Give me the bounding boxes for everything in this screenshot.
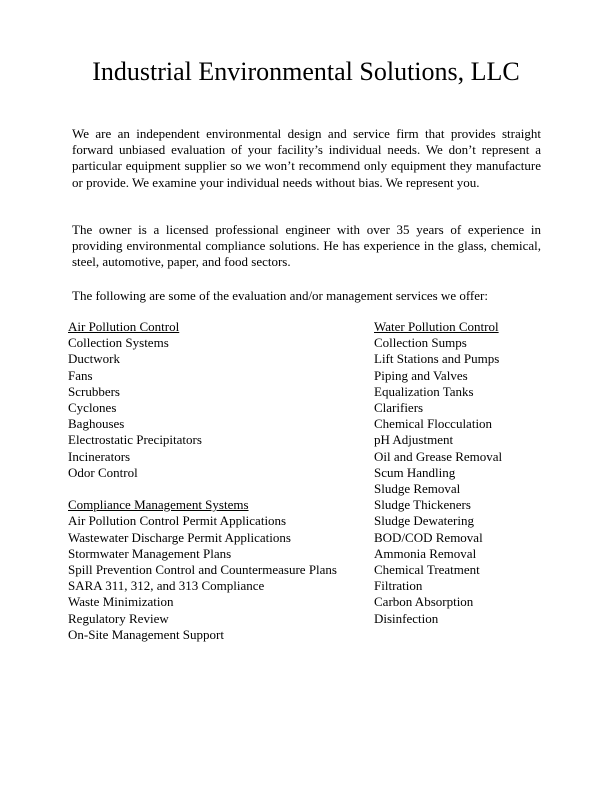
list-item: Cyclones [68, 400, 117, 416]
list-item: Scrubbers [68, 383, 120, 399]
list-item: Piping and Valves [374, 367, 468, 383]
list-item: Lift Stations and Pumps [374, 351, 500, 367]
right-services-column [374, 319, 502, 627]
list-item: BOD/COD Removal [374, 529, 483, 545]
list-item: Incinerators [68, 448, 131, 464]
services-intro-paragraph: The following are some of the evaluation and/or management services we offer: [72, 288, 488, 303]
list-item: Baghouses [68, 416, 125, 432]
list-item: Collection Systems [68, 335, 169, 351]
list-spacer [68, 481, 337, 497]
list-item: Ductwork [68, 351, 120, 367]
list-item: Spill Prevention Control and Countermeasure Plans [68, 562, 337, 578]
list-item: Sludge Dewatering [374, 513, 475, 529]
compliance-heading: Compliance Management Systems [68, 497, 249, 513]
list-item: Ammonia Removal [374, 545, 477, 561]
list-item: Sludge Thickeners [374, 497, 471, 513]
list-item: On-Site Management Support [68, 626, 224, 642]
list-item: Oil and Grease Removal [374, 448, 503, 464]
list-item: pH Adjustment [374, 432, 454, 448]
list-item: Regulatory Review [68, 610, 169, 626]
intro-paragraph: We are an independent environmental design and service firm that provides straight forward unbiased evaluation of your facility’s individual needs. We don’t represent a particular equipment supplier so we won’t recommend only equipment they manufacture or provide. We examine your individual needs without bias. We represent you. [72, 126, 541, 190]
list-item: Collection Sumps [374, 335, 467, 351]
list-item: Sludge Removal [374, 481, 461, 497]
list-item: SARA 311, 312, and 313 Compliance [68, 578, 265, 594]
list-item: Scum Handling [374, 464, 456, 480]
left-services-column [68, 319, 337, 643]
list-item: Clarifiers [374, 400, 424, 416]
list-item: Air Pollution Control Permit Applications [68, 513, 287, 529]
list-item: Fans [68, 367, 93, 383]
list-item: Electrostatic Precipitators [68, 432, 202, 448]
list-item: Equalization Tanks [374, 383, 474, 399]
list-item: Chemical Flocculation [374, 416, 493, 432]
page-title: Industrial Environmental Solutions, LLC [92, 57, 520, 86]
list-item: Chemical Treatment [374, 562, 480, 578]
water-pollution-heading: Water Pollution Control [374, 319, 499, 334]
list-item: Odor Control [68, 464, 138, 480]
list-item: Filtration [374, 578, 423, 594]
list-item: Disinfection [374, 610, 439, 626]
air-pollution-heading: Air Pollution Control [68, 319, 180, 334]
list-item: Wastewater Discharge Permit Applications [68, 529, 291, 545]
list-item: Waste Minimization [68, 594, 174, 610]
list-item: Carbon Absorption [374, 594, 474, 610]
owner-paragraph: The owner is a licensed professional engineer with over 35 years of experience in providing environmental compliance solutions. He has experience in the glass, chemical, steel, automotive, paper, and food sectors. [72, 222, 541, 270]
list-item: Stormwater Management Plans [68, 545, 232, 561]
